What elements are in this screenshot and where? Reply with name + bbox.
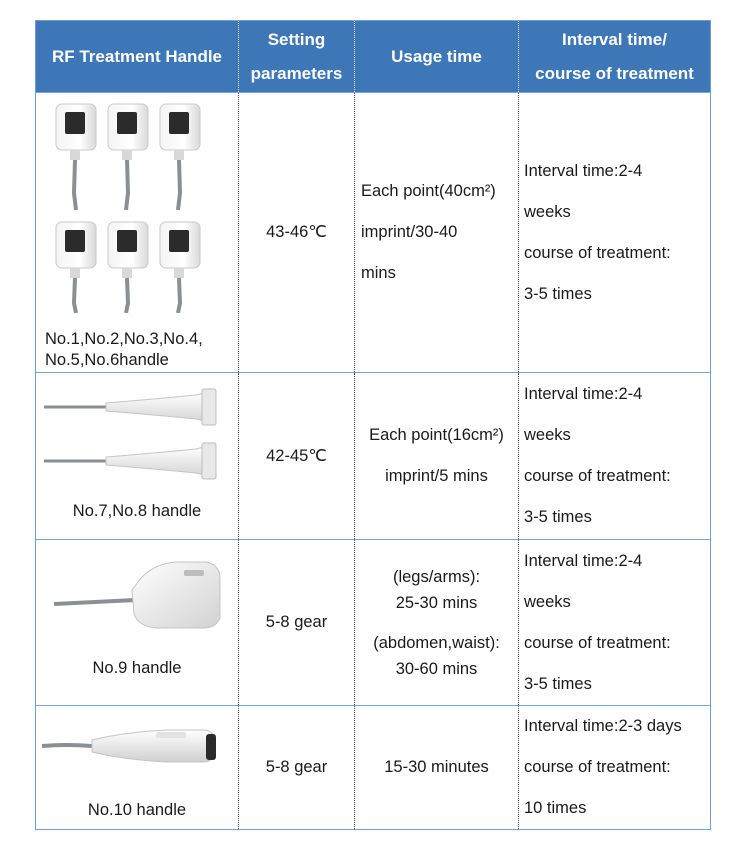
handle-cell — [36, 373, 238, 539]
interval-line: weeks — [524, 592, 571, 611]
setting-value: 5-8 gear — [265, 613, 328, 631]
interval-line: 3-5 times — [524, 674, 592, 693]
usage-line: 30-60 mins — [395, 659, 478, 678]
handle-caption-line2: No.5,No.6handle — [45, 351, 169, 369]
usage-line: 25-30 mins — [395, 593, 478, 612]
interval-line: Interval time:2-3 days — [524, 717, 682, 735]
interval-line: Interval time:2-4 — [524, 551, 643, 570]
header-interval — [518, 21, 710, 92]
usage-line: Each point(16cm²) — [369, 426, 504, 444]
setting-cell — [238, 373, 354, 539]
interval-line: weeks — [524, 426, 571, 444]
handle-9-image — [36, 554, 238, 634]
interval-cell — [518, 373, 710, 539]
table-row — [36, 372, 710, 539]
usage-line: Each point(40cm²) — [361, 182, 496, 200]
setting-cell — [238, 540, 354, 705]
interval-line: course of treatment: — [524, 633, 671, 652]
handle-cell — [36, 540, 238, 705]
setting-value: 43-46℃ — [266, 223, 327, 241]
handles-7-8-image — [36, 381, 238, 491]
usage-cell — [354, 540, 518, 705]
usage-cell — [354, 93, 518, 372]
table-row — [36, 705, 710, 829]
table-row — [36, 92, 710, 372]
handle-caption — [36, 800, 238, 821]
handle-caption-line1: No.9 handle — [92, 659, 182, 677]
header-interval-line2: course of treatment — [535, 63, 694, 83]
usage-line: imprint/30-40 — [361, 223, 458, 241]
setting-cell — [238, 93, 354, 372]
header-interval-line1: Interval time/ — [562, 29, 667, 49]
handles-1-6-image — [36, 98, 238, 313]
header-handle — [36, 21, 238, 92]
setting-value: 42-45℃ — [266, 446, 327, 465]
usage-line: 15-30 minutes — [384, 758, 489, 776]
treatment-table — [35, 20, 711, 830]
usage-line: (abdomen,waist): — [373, 633, 500, 652]
handle-caption — [36, 658, 238, 679]
handle-cell — [36, 706, 238, 829]
setting-value: 5-8 gear — [265, 758, 328, 776]
handle-caption-line1: No.10 handle — [87, 801, 187, 819]
interval-line: Interval time:2-4 — [524, 161, 643, 180]
header-setting-line1: Setting — [267, 29, 326, 49]
interval-cell — [518, 540, 710, 705]
handle-cell — [36, 93, 238, 372]
interval-line: Interval time:2-4 — [524, 385, 643, 403]
interval-line: course of treatment: — [524, 758, 671, 776]
interval-line: course of treatment: — [524, 243, 671, 262]
handle-caption — [36, 329, 238, 371]
table-row — [36, 539, 710, 705]
handle-caption — [36, 501, 238, 522]
interval-line: course of treatment: — [524, 467, 671, 485]
usage-line: (legs/arms): — [392, 567, 481, 586]
header-usage — [354, 21, 518, 92]
header-setting — [238, 21, 354, 92]
usage-line: imprint/5 mins — [385, 467, 488, 485]
usage-cell — [354, 706, 518, 829]
interval-line: 3-5 times — [524, 508, 592, 526]
usage-line: mins — [361, 264, 396, 282]
handle-10-image — [36, 718, 238, 778]
interval-cell — [518, 706, 710, 829]
setting-cell — [238, 706, 354, 829]
header-setting-line2: parameters — [250, 63, 343, 83]
interval-line: 3-5 times — [524, 284, 592, 303]
header-handle-text: RF Treatment Handle — [51, 46, 223, 66]
interval-line: weeks — [524, 202, 571, 221]
table-header — [36, 21, 710, 92]
interval-cell — [518, 93, 710, 372]
interval-line: 10 times — [524, 799, 587, 817]
handle-caption-line1: No.1,No.2,No.3,No.4, — [45, 330, 203, 348]
usage-cell — [354, 373, 518, 539]
header-usage-text: Usage time — [391, 46, 482, 66]
handle-caption-line1: No.7,No.8 handle — [72, 502, 202, 520]
